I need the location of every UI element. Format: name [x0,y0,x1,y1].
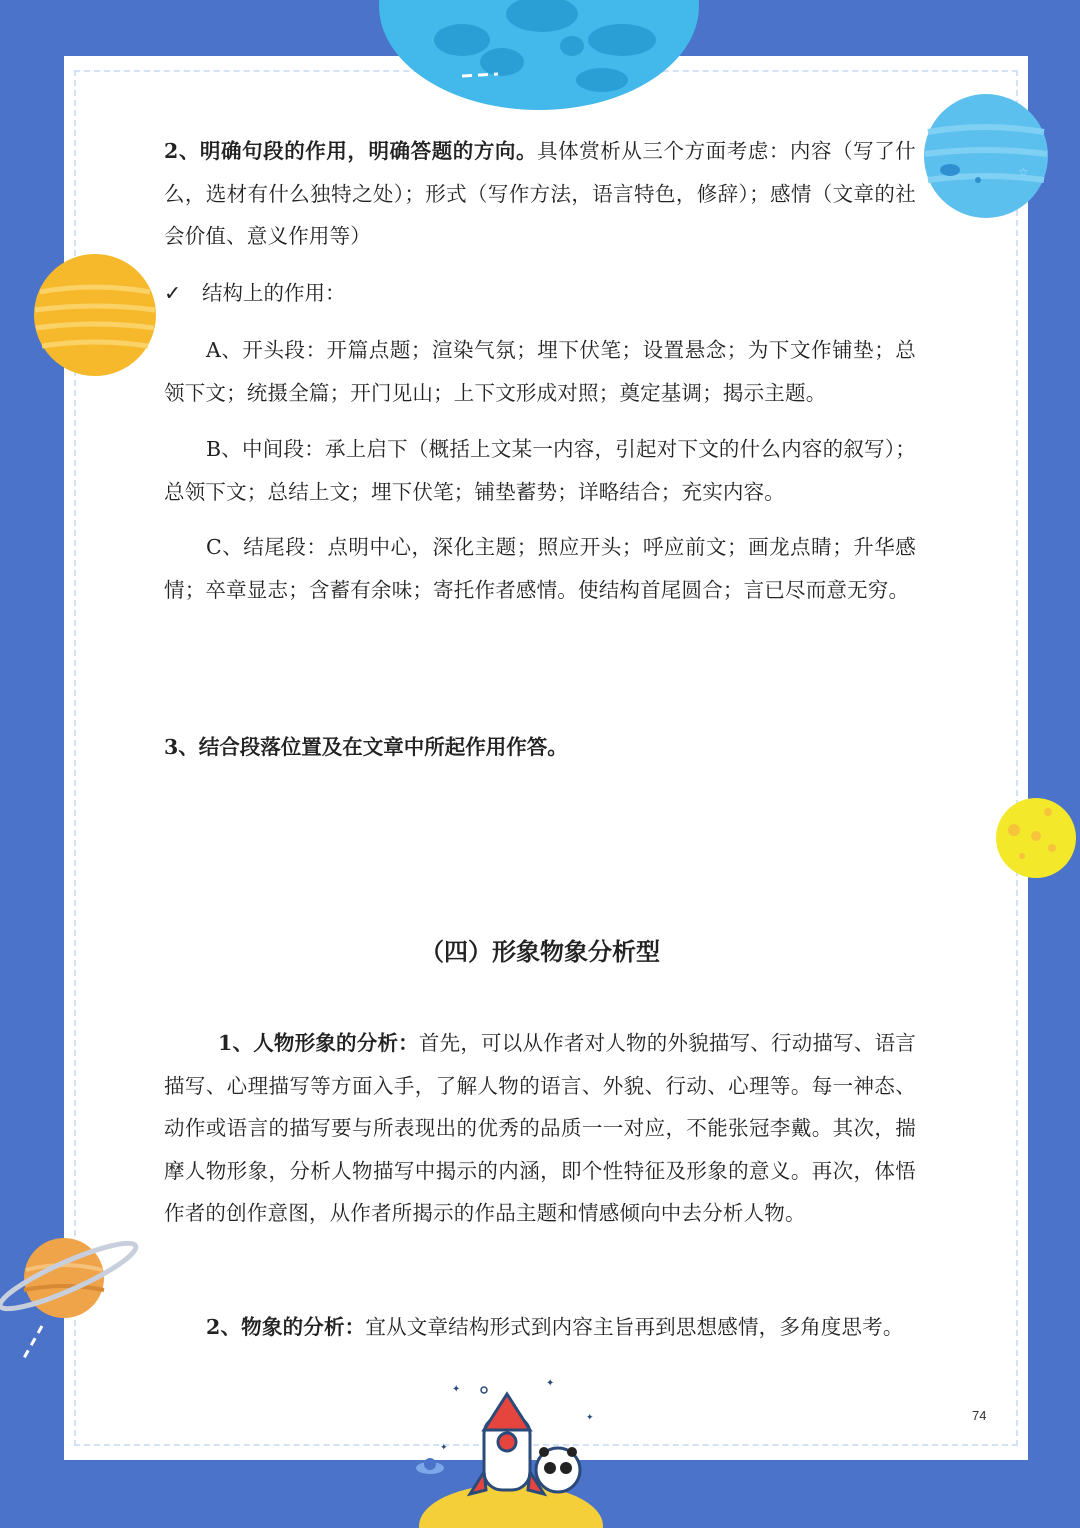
svg-text:✦: ✦ [546,1378,555,1389]
svg-text:✦: ✦ [440,1443,448,1453]
structure-item-a: A、开头段：开篇点题；渲染气氛；埋下伏笔；设置悬念；为下文作铺垫；总领下文；统摄全篇；开门见山；上下文形成对照；奠定基调；揭示主题。 [164,338,916,405]
structure-item-c: C、结尾段：点明中心，深化主题；照应开头；呼应前文；画龙点睛；升华感情；卒章显志；含蓄有余味；寄托作者感情。使结构首尾圆合；言已尽而意无穷。 [164,535,916,602]
section-title: （四）形象物象分析型 [420,938,660,966]
character-analysis-paragraph [164,1022,916,1235]
paragraph-2 [164,130,916,258]
saturn-planet-icon [0,1230,144,1360]
structure-item-b: B、中间段：承上启下（概括上文某一内容，引起对下文的什么内容的叙写）；总领下文；总结上文；埋下伏笔；铺垫蓄势；详略结合；充实内容。 [164,437,916,504]
point-3-heading: 3、结合段落位置及在文章中所起作用作答。 [164,735,568,759]
yellow-planet-icon [32,252,158,378]
structure-heading [164,272,346,314]
rocket-panda-icon [406,1376,616,1528]
svg-text:✦: ✦ [586,1413,594,1423]
object-analysis-text: 宜从文章结构形式到内容主旨再到思想感情，多角度思考。 [365,1315,904,1339]
object-analysis-paragraph [164,1306,916,1349]
moon-icon [994,796,1078,880]
character-analysis-text: 首先，可以从作者对人物的外貌描写、行动描写、语言描写、心理描写等方面入手，了解人物的语言、外貌、行动、心理等。每一神态、动作或语言的描写要与所表现出的优秀的品质一一对应，不能张冠李戴。其次，揣摩人物形象，分析人物描写中揭示的内涵，即个性特征及形象的意义。再次，体悟作者的创作意图，从作者所揭示的作品主题和情感倾向中去分析人物。 [164,1031,916,1225]
paragraph-2-lead: 2、明确句段的作用，明确答题的方向。 [164,139,538,163]
light-blue-planet-icon [922,92,1050,220]
blue-planet-top-icon [372,0,706,112]
page-number: 74 [972,1408,987,1423]
structure-title: 结构上的作用： [202,281,346,305]
checkmark-icon: ✓ [164,281,182,305]
paragraph-2-text: 具体赏析从三个方面考虑：内容（写了什么，选材有什么独特之处）；形式（写作方法，语言特色，修辞）；感情（文章的社会价值、意义作用等） [164,139,916,248]
svg-text:☆: ☆ [1018,165,1029,179]
object-analysis-lead: 2、物象的分析： [206,1315,366,1339]
character-analysis-lead: 1、人物形象的分析： [218,1031,419,1055]
svg-text:✦: ✦ [452,1384,461,1395]
